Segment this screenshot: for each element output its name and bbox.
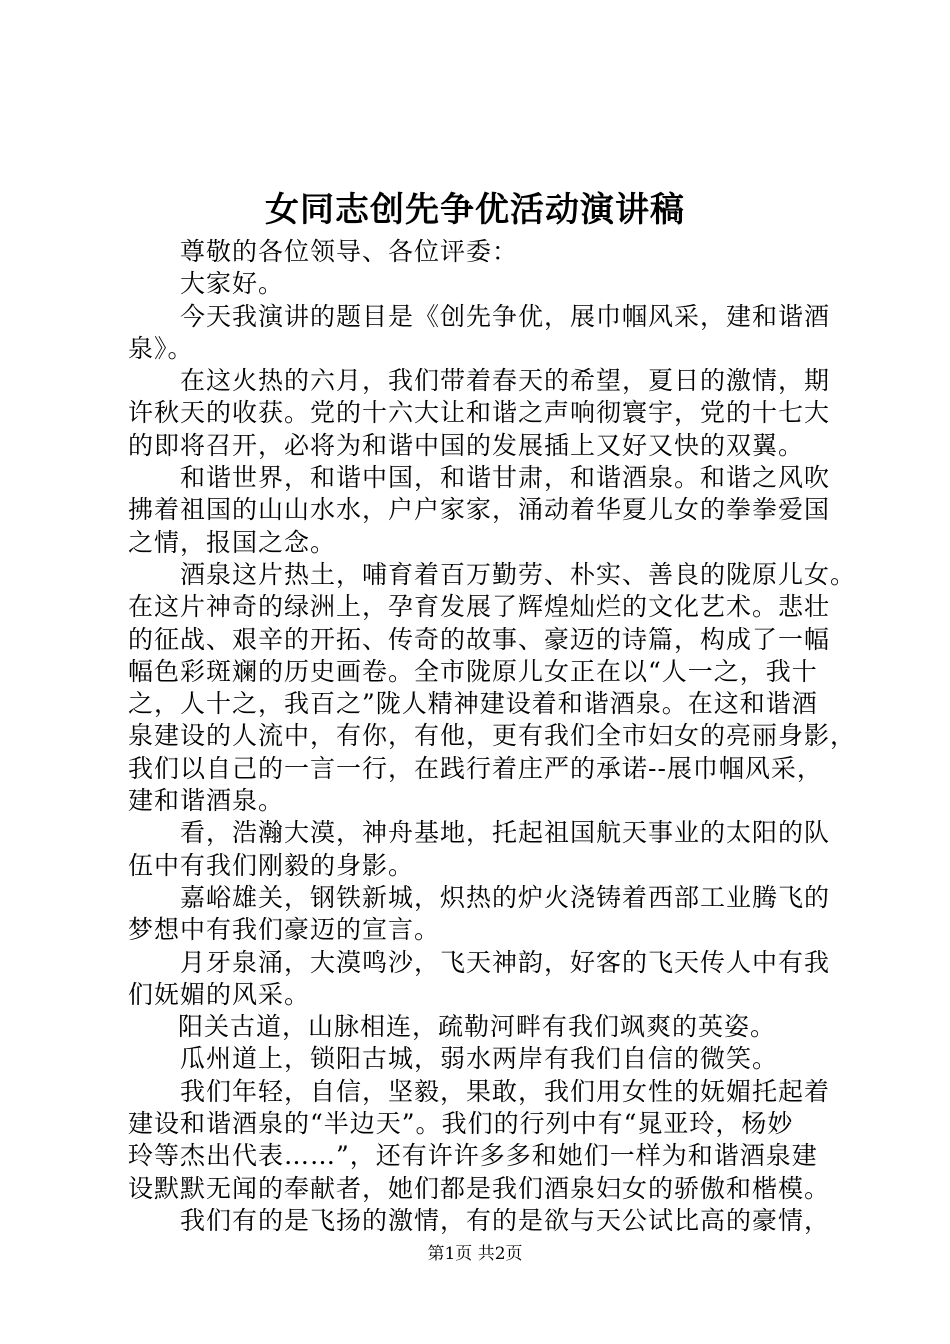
document-body bbox=[128, 236, 857, 1237]
text-line: 我们年轻，自信，坚毅，果敢，我们用女性的妩媚托起着 bbox=[180, 1076, 831, 1106]
text-line: 之情，报国之念。 bbox=[128, 527, 337, 557]
text-line: 的即将召开，必将为和谐中国的发展插上又好又快的双翼。 bbox=[128, 430, 805, 460]
text-line: 建设和谐酒泉的“半边天”。我们的行列中有“晁亚玲，杨妙 bbox=[128, 1109, 794, 1139]
text-line: 在这片神奇的绿洲上，孕育发展了辉煌灿烂的文化艺术。悲壮 bbox=[128, 592, 831, 622]
text-line: 和谐世界，和谐中国，和谐甘肃，和谐酒泉。和谐之风吹 bbox=[180, 463, 831, 493]
text-line: 幅色彩斑斓的历史画卷。全市陇原儿女正在以“人一之，我十 bbox=[128, 656, 818, 686]
text-line: 大家好。 bbox=[180, 269, 285, 299]
text-line: 泉》。 bbox=[128, 333, 194, 363]
text-line: 建和谐酒泉。 bbox=[128, 786, 285, 816]
text-line: 的征战、艰辛的开拓、传奇的故事、豪迈的诗篇，构成了一幅 bbox=[128, 624, 831, 654]
text-line: 之，人十之，我百之”陇人精神建设着和谐酒泉。在这和谐酒 bbox=[128, 689, 818, 719]
text-line: 酒泉这片热土，哺育着百万勤劳、朴实、善良的陇原儿女。 bbox=[180, 559, 857, 589]
document-title: 女同志创先争优活动演讲稿 bbox=[265, 190, 685, 230]
text-line: 玲等杰出代表……”，还有许许多多和她们一样为和谐酒泉建 bbox=[128, 1141, 818, 1171]
text-line: 月牙泉涌，大漠鸣沙，飞天神韵，好客的飞天传人中有我 bbox=[180, 947, 831, 977]
text-line: 看，浩瀚大漠，神舟基地，托起祖国航天事业的太阳的队 bbox=[180, 818, 831, 848]
text-line: 在这火热的六月，我们带着春天的希望，夏日的激情，期 bbox=[180, 366, 831, 396]
text-line: 我们以自己的一言一行，在践行着庄严的承诺--展巾帼风采， bbox=[128, 753, 823, 783]
text-line: 们妩媚的风采。 bbox=[128, 979, 311, 1009]
text-line: 梦想中有我们豪迈的宣言。 bbox=[128, 915, 441, 945]
text-line: 伍中有我们刚毅的身影。 bbox=[128, 850, 415, 880]
text-line: 瓜州道上，锁阳古城，弱水两岸有我们自信的微笑。 bbox=[180, 1044, 779, 1074]
text-line: 嘉峪雄关，钢铁新城，炽热的炉火浇铸着西部工业腾飞的 bbox=[180, 882, 831, 912]
text-line: 今天我演讲的题目是《创先争优，展巾帼风采，建和谐酒 bbox=[180, 301, 831, 331]
text-line: 许秋天的收获。党的十六大让和谐之声响彻寰宇，党的十七大 bbox=[128, 398, 831, 428]
text-line: 设默默无闻的奉献者，她们都是我们酒泉妇女的骄傲和楷模。 bbox=[128, 1173, 831, 1203]
text-line: 阳关古道，山脉相连，疏勒河畔有我们飒爽的英姿。 bbox=[178, 1012, 777, 1042]
text-line: 尊敬的各位领导、各位评委： bbox=[180, 237, 519, 266]
text-line: 泉建设的人流中，有你，有他，更有我们全市妇女的亮丽身影， bbox=[128, 721, 857, 751]
text-line: 拂着祖国的山山水水，户户家家，涌动着华夏儿女的拳拳爱国 bbox=[128, 495, 831, 525]
text-line: 我们有的是飞扬的激情，有的是欲与天公试比高的豪情， bbox=[180, 1205, 831, 1235]
page-footer: 第1页 共2页 bbox=[427, 1244, 523, 1264]
